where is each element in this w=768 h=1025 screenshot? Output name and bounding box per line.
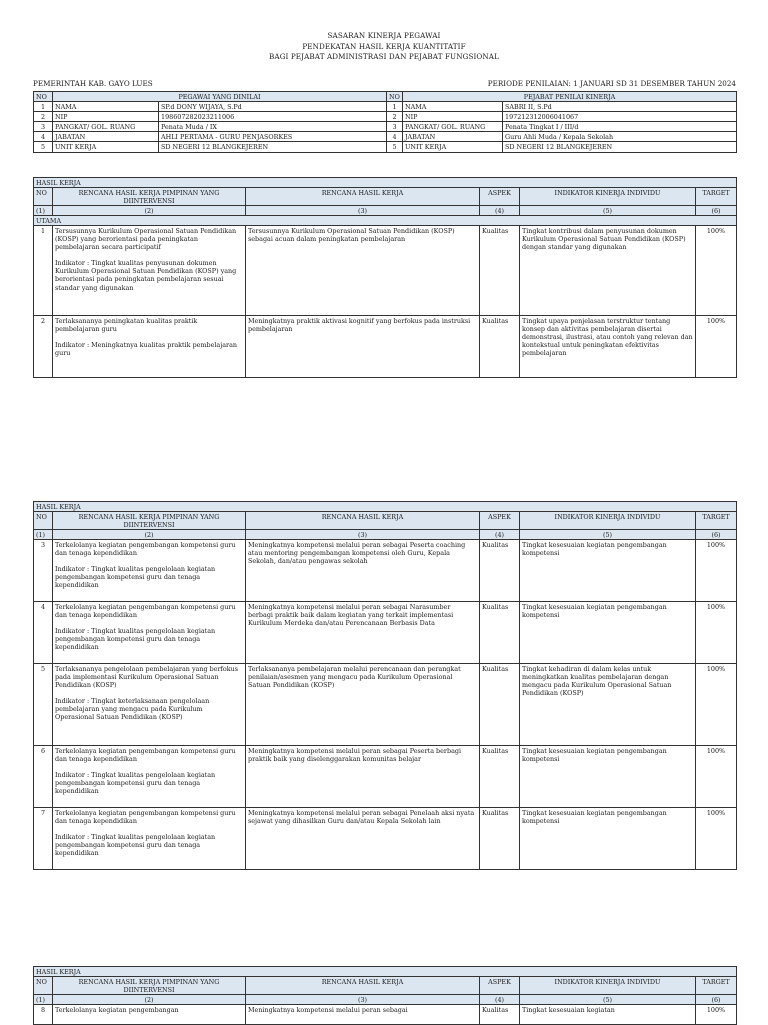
instansi-label: PEMERINTAH KAB. GAYO LUES bbox=[33, 79, 153, 88]
table-row: 4 Terkelolanya kegiatan pengembangan kompetensi guru dan tenaga kependidikan Indikator : Tingkat kualitas pengelolaan kegiatan pengembangan kompetensi guru dan tenaga kependidikan Meningkatnya kompetensi melalui peran sebagai Narasumber berbagi praktik baik dalam kegiatan yang terkait implementasi Kurikulum Merdeka dan/atau Perencanaan Berbasis Data Kualitas Tingkat kesesuaian kegiatan pengembangan kompetensi 100% bbox=[34, 602, 737, 664]
col-target: TARGET bbox=[696, 512, 737, 530]
col-rhk-pimpinan: RENCANA HASIL KERJA PIMPINAN YANG DIINTERVENSI bbox=[53, 977, 246, 995]
pegawai-dinilai-title: PEGAWAI YANG DINILAI bbox=[53, 92, 387, 102]
col-rhk-pimpinan: RENCANA HASIL KERJA PIMPINAN YANG DIINTERVENSI bbox=[53, 512, 246, 530]
hasil-kerja-label: HASIL KERJA bbox=[34, 967, 737, 977]
col-rhk: RENCANA HASIL KERJA bbox=[246, 512, 480, 530]
utama-label: UTAMA bbox=[34, 216, 737, 226]
doc-title: SASARAN KINERJA PEGAWAI bbox=[327, 31, 441, 40]
periode-label: PERIODE PENILAIAN: 1 JANUARI SD 31 DESEMBER TAHUN 2024 bbox=[487, 79, 736, 88]
col-no: NO bbox=[34, 92, 53, 102]
table-row: 2 NIP 198607282023211006 2 NIP 197212312006041067 bbox=[34, 112, 737, 122]
col-no-2: NO bbox=[387, 92, 403, 102]
col-target: TARGET bbox=[696, 977, 737, 995]
col-target: TARGET bbox=[696, 188, 737, 206]
hasil-kerja-table-1: HASIL KERJA NO RENCANA HASIL KERJA PIMPINAN YANG DIINTERVENSI RENCANA HASIL KERJA ASPEK INDIKATOR KINERJA INDIVIDU TARGET (1) (2) (3) (4) (5) (6) UTAMA 1 Tersusunnya Kurikulum Operasional Satuan Pendidikan (KOSP) yang berorientasi pada peningkatan pembelajaran secara participatif Indikator : Tingkat kualitas penyusunan dokumen Kurikulum Operasional Satuan Pendidikan (KOSP) yang berorientasi pada peningkatan pembelajaran sesuai standar yang digunakan Tersusunnya Kurikulum Operasional Satuan Pendidikan (KOSP) sebagai acuan dalam peningkatan pembelajaran Kualitas Tingkat kontribusi dalam penyusunan dokumen Kurikulum Operasional Satuan Pendidikan (KOSP) dengan standar yang digunakan 100% 2 Terlaksananya peningkatan kualitas praktik pembelajaran guru Indikator : Meningkatnya kualitas praktik pembelajaran guru Meningkatnya praktik aktivasi kognitif yang berfokus pada instruksi pembelajaran Kualitas Tingkat upaya penjelasan terstruktur tentang konsep dan aktivitas pembelajaran disertai demonstrasi, ilustrasi, atau contoh yang relevan dan kontekstual untuk peningkatan efektivitas pembelajaran 100% bbox=[33, 177, 737, 378]
table-row: 1 NAMA SP.d DONY WIJAYA, S.Pd 1 NAMA SABRI II, S.Pd bbox=[34, 102, 737, 112]
col-aspek: ASPEK bbox=[480, 188, 520, 206]
table-row: 3 Terkelolanya kegiatan pengembangan kompetensi guru dan tenaga kependidikan Indikator : Tingkat kualitas pengelolaan kegiatan pengembangan kompetensi guru dan tenaga kependidikan Meningkatnya kompetensi melalui peran sebagai Peserta coaching atau mentoring pengembangan kompetensi oleh Guru, Kepala Sekolah, dan/atau pengawas sekolah Kualitas Tingkat kesesuaian kegiatan pengembangan kompetensi 100% bbox=[34, 540, 737, 602]
col-no: NO bbox=[34, 977, 53, 995]
col-no: NO bbox=[34, 188, 53, 206]
pejabat-penilai-title: PEJABAT PENILAI KINERJA bbox=[403, 92, 737, 102]
table-row: 1 Tersusunnya Kurikulum Operasional Satuan Pendidikan (KOSP) yang berorientasi pada peningkatan pembelajaran secara participatif Indikator : Tingkat kualitas penyusunan dokumen Kurikulum Operasional Satuan Pendidikan (KOSP) yang berorientasi pada peningkatan pembelajaran sesuai standar yang digunakan Tersusunnya Kurikulum Operasional Satuan Pendidikan (KOSP) sebagai acuan dalam peningkatan pembelajaran Kualitas Tingkat kontribusi dalam penyusunan dokumen Kurikulum Operasional Satuan Pendidikan (KOSP) dengan standar yang digunakan 100% bbox=[34, 226, 737, 316]
hasil-kerja-table-2: HASIL KERJA NO RENCANA HASIL KERJA PIMPINAN YANG DIINTERVENSI RENCANA HASIL KERJA ASPEK INDIKATOR KINERJA INDIVIDU TARGET (1) (2) (3) (4) (5) (6) 3 Terkelolanya kegiatan pengembangan kompetensi guru dan tenaga kependidikan Indikator : Tingkat kualitas pengelolaan kegiatan pengembangan kompetensi guru dan tenaga kependidikan Meningkatnya kompetensi melalui peran sebagai Peserta coaching atau mentoring pengembangan kompetensi oleh Guru, Kepala Sekolah, dan/atau pengawas sekolah Kualitas Tingkat kesesuaian kegiatan pengembangan kompetensi 100% 4 Terkelolanya kegiatan pengembangan kompetensi guru dan tenaga kependidikan Indikator : Tingkat kualitas pengelolaan kegiatan pengembangan kompetensi guru dan tenaga kependidikan Meningkatnya kompetensi melalui peran sebagai Narasumber berbagi praktik baik dalam kegiatan yang terkait implementasi Kurikulum Merdeka dan/atau Perencanaan Berbasis Data Kualitas Tingkat kesesuaian kegiatan pengembangan kompetensi 100% 5 Terlaksananya pengelolaan pembelajaran yang berfokus pada implementasi Kurikulum Operasional Satuan Pendidikan (KOSP) Indikator : Tingkat keterlaksanaan pengelolaan pembelajaran yang mengacu pada Kurikulum Operasional Satuan Pendidikan (KOSP) Terlaksananya pembelajaran melalui perencanaan dan perangkat penilaian/asesmen yang mengacu pada Kurikulum Operasional Satuan Pendidikan (KOSP) Kualitas Tingkat kehadiran di dalam kelas untuk meningkatkan kualitas pembelajaran dengan mengacu pada Kurikulum Operasional Satuan Pendidikan (KOSP) 100% 6 Terkelolanya kegiatan pengembangan kompetensi guru dan tenaga kependidikan Indikator : Tingkat kualitas pengelolaan kegiatan pengembangan kompetensi guru dan tenaga kependidikan Meningkatnya kompetensi melalui peran sebagai Peserta berbagi praktik baik yang diselenggarakan komunitas belajar Kualitas Tingkat kesesuaian kegiatan pengembangan kompetensi 100% 7 Terkelolanya kegiatan pengembangan kompetensi guru dan tenaga kependidikan Indikator : Tingkat kualitas pengelolaan kegiatan pengembangan kompetensi guru dan tenaga kependidikan Meningkatnya kompetensi melalui peran sebagai Penelaah aksi nyata sejawat yang dihasilkan Guru dan/atau Kepala Sekolah lain Kualitas Tingkat kesesuaian kegiatan pengembangan kompetensi 100% bbox=[33, 501, 737, 870]
document-header bbox=[0, 31, 768, 63]
table-row: 5 Terlaksananya pengelolaan pembelajaran yang berfokus pada implementasi Kurikulum Operasional Satuan Pendidikan (KOSP) Indikator : Tingkat keterlaksanaan pengelolaan pembelajaran yang mengacu pada Kurikulum Operasional Satuan Pendidikan (KOSP) Terlaksananya pembelajaran melalui perencanaan dan perangkat penilaian/asesmen yang mengacu pada Kurikulum Operasional Satuan Pendidikan (KOSP) Kualitas Tingkat kehadiran di dalam kelas untuk meningkatkan kualitas pembelajaran dengan mengacu pada Kurikulum Operasional Satuan Pendidikan (KOSP) 100% bbox=[34, 664, 737, 746]
col-rhk: RENCANA HASIL KERJA bbox=[246, 188, 480, 206]
col-aspek: ASPEK bbox=[480, 977, 520, 995]
table-row: 4 JABATAN AHLI PERTAMA - GURU PENJASORKES 4 JABATAN Guru Ahli Muda / Kepala Sekolah bbox=[34, 132, 737, 142]
hasil-kerja-label: HASIL KERJA bbox=[34, 502, 737, 512]
meta-row bbox=[33, 79, 736, 88]
col-iki: INDIKATOR KINERJA INDIVIDU bbox=[520, 977, 696, 995]
col-no: NO bbox=[34, 512, 53, 530]
hasil-kerja-label: HASIL KERJA bbox=[34, 178, 737, 188]
table-row: 6 Terkelolanya kegiatan pengembangan kompetensi guru dan tenaga kependidikan Indikator : Tingkat kualitas pengelolaan kegiatan pengembangan kompetensi guru dan tenaga kependidikan Meningkatnya kompetensi melalui peran sebagai Peserta berbagi praktik baik yang diselenggarakan komunitas belajar Kualitas Tingkat kesesuaian kegiatan pengembangan kompetensi 100% bbox=[34, 746, 737, 808]
table-row: 5 UNIT KERJA SD NEGERI 12 BLANGKEJEREN 5 UNIT KERJA SD NEGERI 12 BLANGKEJEREN bbox=[34, 142, 737, 152]
col-iki: INDIKATOR KINERJA INDIVIDU bbox=[520, 188, 696, 206]
col-iki: INDIKATOR KINERJA INDIVIDU bbox=[520, 512, 696, 530]
hasil-kerja-table-3: HASIL KERJA NO RENCANA HASIL KERJA PIMPINAN YANG DIINTERVENSI RENCANA HASIL KERJA ASPEK INDIKATOR KINERJA INDIVIDU TARGET (1) (2) (3) (4) (5) (6) 8 Terkelolanya kegiatan pengembangan Meningkatnya kompetensi melalui peran sebagai Kualitas Tingkat kesesuaian kegiatan 100% bbox=[33, 966, 737, 1025]
table-row: 2 Terlaksananya peningkatan kualitas praktik pembelajaran guru Indikator : Meningkatnya kualitas praktik pembelajaran guru Meningkatnya praktik aktivasi kognitif yang berfokus pada instruksi pembelajaran Kualitas Tingkat upaya penjelasan terstruktur tentang konsep dan aktivitas pembelajaran disertai demonstrasi, ilustrasi, atau contoh yang relevan dan kontekstual untuk peningkatan efektivitas pembelajaran 100% bbox=[34, 316, 737, 378]
col-rhk-pimpinan: RENCANA HASIL KERJA PIMPINAN YANG DIINTERVENSI bbox=[53, 188, 246, 206]
doc-subtitle-2: BAGI PEJABAT ADMINISTRASI DAN PEJABAT FUNGSIONAL bbox=[269, 52, 499, 61]
col-rhk: RENCANA HASIL KERJA bbox=[246, 977, 480, 995]
table-row: 3 PANGKAT/ GOL. RUANG Penata Muda / IX 3 PANGKAT/ GOL. RUANG Penata Tingkat I / III/d bbox=[34, 122, 737, 132]
table-row: 8 Terkelolanya kegiatan pengembangan Meningkatnya kompetensi melalui peran sebagai Kualitas Tingkat kesesuaian kegiatan 100% bbox=[34, 1005, 737, 1025]
doc-subtitle: PENDEKATAN HASIL KERJA KUANTITATIF bbox=[302, 41, 466, 51]
col-aspek: ASPEK bbox=[480, 512, 520, 530]
table-row: 7 Terkelolanya kegiatan pengembangan kompetensi guru dan tenaga kependidikan Indikator : Tingkat kualitas pengelolaan kegiatan pengembangan kompetensi guru dan tenaga kependidikan Meningkatnya kompetensi melalui peran sebagai Penelaah aksi nyata sejawat yang dihasilkan Guru dan/atau Kepala Sekolah lain Kualitas Tingkat kesesuaian kegiatan pengembangan kompetensi 100% bbox=[34, 808, 737, 870]
pegawai-table bbox=[33, 91, 737, 153]
